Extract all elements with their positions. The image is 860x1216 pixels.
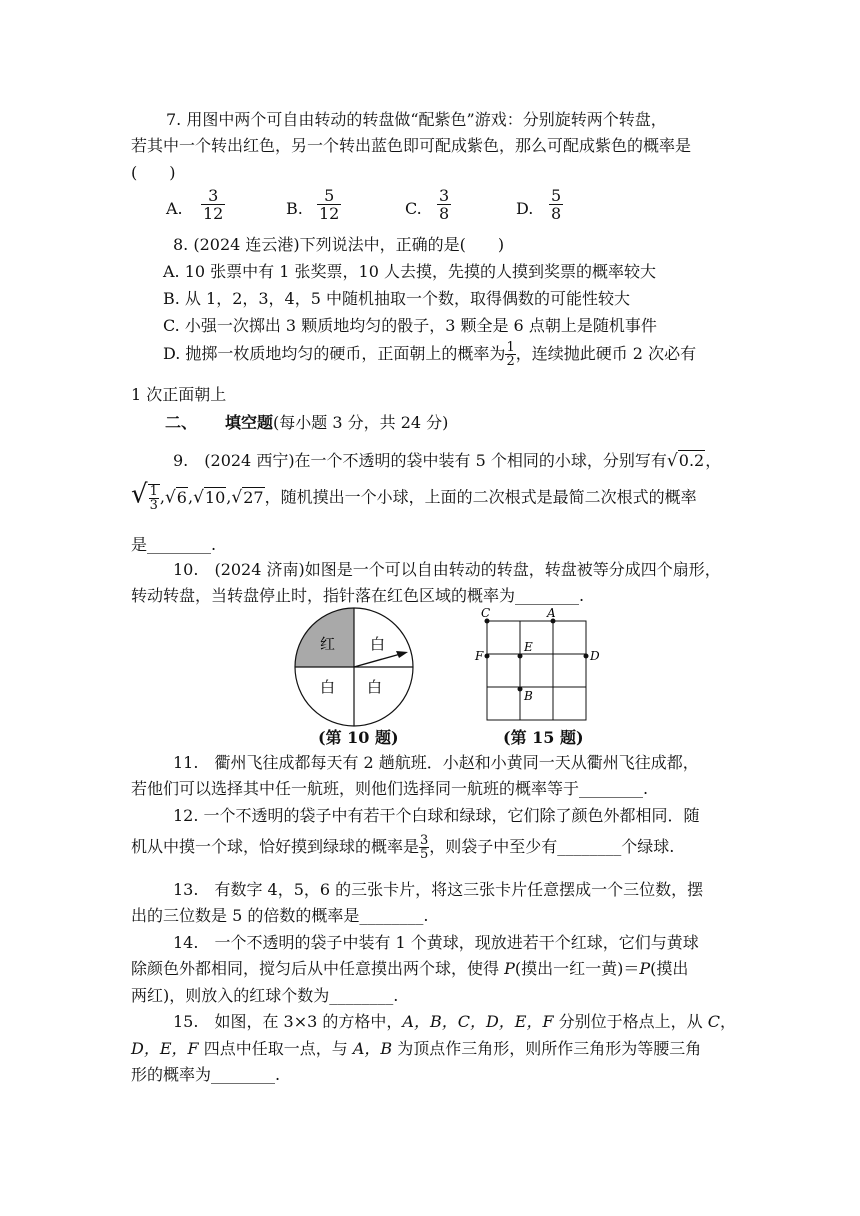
label-d: D [590,649,600,663]
q8-option-a: A. 10 张票中有 1 张奖票，10 人去摸，先摸的人摸到奖票的概率较大 [163,262,656,281]
q8-option-b: B. 从 1，2，3，4，5 中随机抽取一个数，取得偶数的可能性较大 [163,289,631,308]
q9-line1: 9. (2024 西宁)在一个不透明的袋中装有 5 个相同的小球，分别写有√0.2， [173,451,722,471]
label-white-bottom-right: 白 [367,678,383,696]
point-b [518,687,523,692]
sqrt-symbol: √ [131,479,148,510]
q14-line3: 两红)，则放入的红球个数为________. [131,986,399,1005]
q13-line1: 13. 有数字 4，5，6 的三张卡片，将这三张卡片任意摆成一个三位数，摆 [173,880,704,899]
q14-line1: 14. 一个不透明的袋子中装有 1 个黄球，现放进若干个红球，它们与黄球 [173,933,699,952]
figure-15-caption: (第 15 题) [503,728,584,747]
q12-fraction: $\frac{3}{5}$ [420,833,429,862]
q7-line2: 若其中一个转出红色，另一个转出蓝色即可配成紫色，那么可配成紫色的概率是 [131,136,692,155]
q8-option-d-line2: 1 次正面朝上 [131,385,227,404]
figure-10-caption: (第 10 题) [318,728,399,747]
q12-line1: 12. 一个不透明的袋子中有若干个白球和绿球，它们除了颜色外都相同．随 [173,806,700,825]
q13-line2: 出的三位数是 5 的倍数的概率是________. [131,906,429,925]
q11-line2: 若他们可以选择其中任一航班，则他们选择同一航班的概率等于________. [131,779,649,798]
q15-line1: 15. 如图，在 3×3 的方格中，A，B，C，D，E，F 分别位于格点上，从 C， [173,1012,737,1031]
sqrt-symbol: √ [231,487,243,508]
label-b: B [524,689,533,703]
sqrt-symbol: √ [193,487,204,508]
label-e: E [524,640,533,654]
q7-line3: ( ) [131,163,176,182]
q7-option-b-fraction: $\frac{5}{12}$ [319,186,340,223]
q7-option-c-fraction: $\frac{3}{8}$ [439,186,450,223]
label-c: C [481,606,491,620]
label-white-bottom-left: 白 [320,678,336,696]
q14-line2: 除颜色外都相同，搅匀后从中任意摸出两个球，使得 P(摸出一红一黄)＝P(摸出 [131,959,689,978]
grid-figure [470,604,610,726]
q12-line2: 机从中摸一个球，恰好摸到绿球的概率是 $\frac{3}{5}$ ，则袋子中至少有________个绿球. [131,833,675,862]
q9-fraction: $\frac{1}{3}$ [149,484,158,513]
label-a: A [547,606,556,620]
point-e [518,654,523,659]
q15-line2: D，E，F 四点中任取一点，与 A，B 为顶点作三角形，则所作三角形为等腰三角 [131,1039,702,1058]
q9-line3: 是________. [131,535,217,554]
q7-option-d-fraction: $\frac{5}{8}$ [551,186,562,223]
q10-line1: 10. (2024 济南)如图是一个可以自由转动的转盘，转盘被等分成四个扇形， [173,560,721,579]
sqrt-symbol: √ [164,487,176,508]
q15-line3: 形的概率为________. [131,1065,281,1084]
q11-line1: 11. 衢州飞往成都每天有 2 趟航班．小赵和小黄同一天从衢州飞往成都， [173,753,699,772]
q8-option-c: C. 小强一次掷出 3 颗质地均匀的骰子，3 颗全是 6 点朝上是随机事件 [163,316,657,335]
q10-line2: 转动转盘，当转盘停止时，指针落在红色区域的概率为________. [131,586,585,605]
point-f [485,654,490,659]
label-red: 红 [320,635,336,653]
section-2-header: 二、 填空题(每小题 3 分，共 24 分) [165,413,449,432]
point-d [584,654,589,659]
q7-option-a-fraction: $\frac{3}{12}$ [203,186,224,223]
q9-line2: √ $\frac{1}{3}$ ,√6,√10,√27，随机摸出一个小球，上面的二次根式是最简二次根式的概率 [131,479,697,513]
q8-stem: 8. (2024 连云港)下列说法中，正确的是( ) [173,235,505,254]
label-white-top: 白 [370,635,386,653]
q8-option-d: D. 抛掷一枚质地均匀的硬币，正面朝上的概率为 $\frac{1}{2}$ ，连续抛此硬币 2 次必有 [163,340,697,369]
pointer-arrow [354,651,408,667]
q7-line1: 7. 用图中两个可自由转动的转盘做“配紫色”游戏：分别旋转两个转盘， [166,110,667,129]
spinner-figure [294,604,424,728]
q8-option-d-fraction: $\frac{1}{2}$ [506,340,515,369]
label-f: F [475,649,484,663]
sqrt-symbol: √ [666,451,678,471]
